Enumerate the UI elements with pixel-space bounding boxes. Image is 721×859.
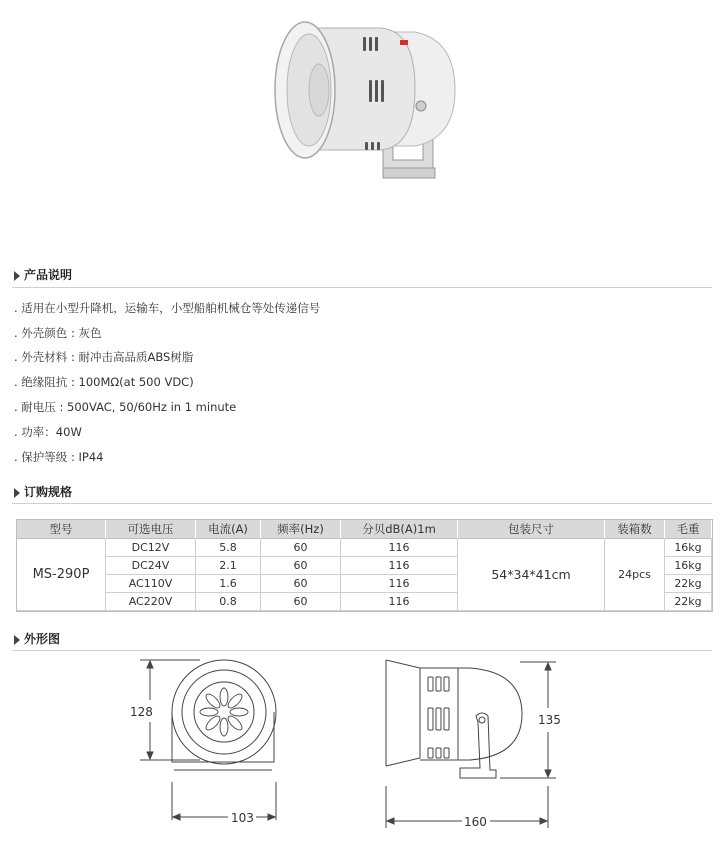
decibel-cell: 116 <box>341 557 458 575</box>
order-table <box>16 519 713 612</box>
carton-qty-cell: 24pcs <box>605 539 665 611</box>
column-header: 装箱数 <box>605 520 665 539</box>
decibel-cell: 116 <box>341 575 458 593</box>
column-header: 包装尺寸 <box>458 520 605 539</box>
dimension-label: 103 <box>231 811 254 825</box>
voltage-cell: AC110V <box>106 575 196 593</box>
table-row <box>17 539 712 557</box>
divider <box>12 287 712 288</box>
package-size-cell: 54*34*41cm <box>458 539 605 611</box>
divider <box>12 503 712 504</box>
current-cell: 0.8 <box>196 593 261 611</box>
arrow-icon <box>14 635 20 645</box>
frequency-cell: 60 <box>261 557 341 575</box>
spec-line: . 功率：40W <box>14 425 82 439</box>
table-header-row <box>17 520 712 539</box>
column-header: 分贝dB(A)1m <box>341 520 458 539</box>
decibel-cell: 116 <box>341 593 458 611</box>
current-cell: 2.1 <box>196 557 261 575</box>
voltage-cell: DC12V <box>106 539 196 557</box>
section-title: 订购规格 <box>24 485 73 499</box>
dimension-label: 128 <box>130 705 153 719</box>
column-header: 可选电压 <box>106 520 196 539</box>
section-ordering-header <box>12 485 712 505</box>
frequency-cell: 60 <box>261 593 341 611</box>
weight-cell: 16kg <box>665 539 712 557</box>
column-header: 电流(A) <box>196 520 261 539</box>
spec-line: . 适用在小型升降机，运输车，小型船舶机械仓等处传递信号 <box>14 301 321 315</box>
front-view <box>140 660 276 820</box>
column-header: 毛重 <box>665 520 712 539</box>
current-cell: 1.6 <box>196 575 261 593</box>
voltage-cell: AC220V <box>106 593 196 611</box>
column-header: 频率(Hz) <box>261 520 341 539</box>
decibel-cell: 116 <box>341 539 458 557</box>
spec-line: . 外壳材料 : 耐冲击高品质ABS树脂 <box>14 350 194 364</box>
side-view <box>386 660 556 828</box>
spec-line: . 耐电压 : 500VAC, 50/60Hz in 1 minute <box>14 400 237 414</box>
section-title: 产品说明 <box>24 268 73 282</box>
spec-line: . 绝缘阻抗 : 100MΩ(at 500 VDC) <box>14 375 194 389</box>
model-cell: MS-290P <box>17 539 106 611</box>
dimension-drawing <box>0 648 721 858</box>
arrow-icon <box>14 271 20 281</box>
voltage-cell: DC24V <box>106 557 196 575</box>
current-cell: 5.8 <box>196 539 261 557</box>
column-header: 型号 <box>17 520 106 539</box>
weight-cell: 22kg <box>665 575 712 593</box>
section-title: 外形图 <box>24 632 61 646</box>
arrow-icon <box>14 488 20 498</box>
frequency-cell: 60 <box>261 575 341 593</box>
dimension-label: 160 <box>464 815 487 829</box>
section-description-header <box>12 268 712 288</box>
spec-line: . 保护等级 : IP44 <box>14 450 104 464</box>
product-photo <box>265 10 465 190</box>
dimension-label: 135 <box>538 713 561 727</box>
frequency-cell: 60 <box>261 539 341 557</box>
weight-cell: 16kg <box>665 557 712 575</box>
spec-line: . 外壳颜色 : 灰色 <box>14 326 102 340</box>
weight-cell: 22kg <box>665 593 712 611</box>
